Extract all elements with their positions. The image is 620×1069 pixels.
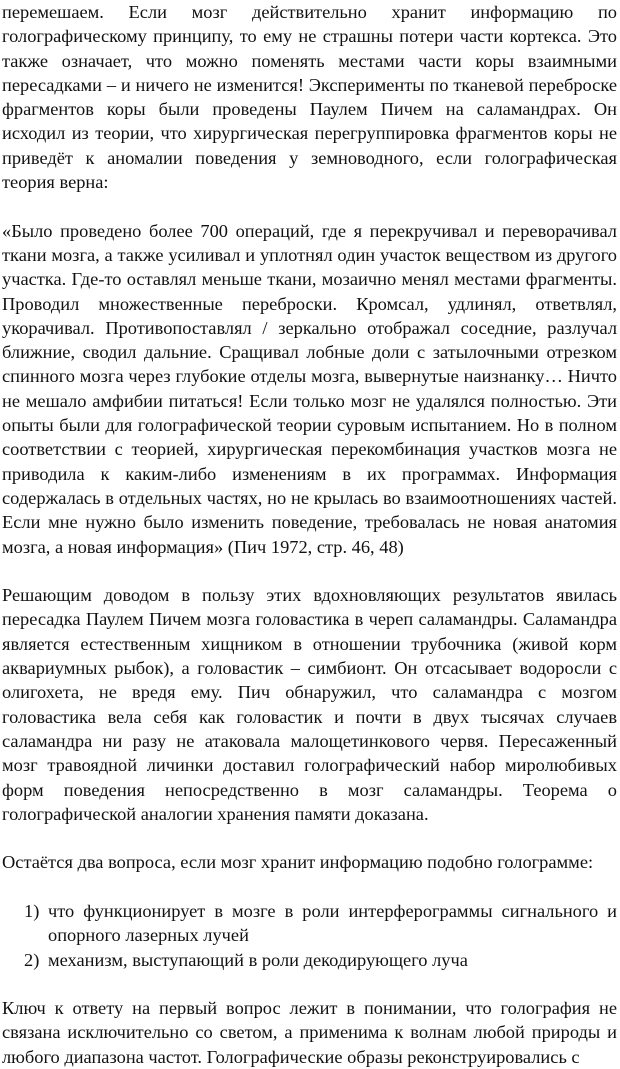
paragraph-spacer	[2, 826, 617, 850]
paragraph-spacer	[2, 972, 617, 996]
list-item-text: что функционирует в мозге в роли интерферограммы сигнального и опорного лазерных лучей	[48, 900, 617, 946]
questions-list	[2, 899, 617, 972]
paragraph-spacer	[2, 559, 617, 583]
paragraph-answer-key: Ключ к ответу на первый вопрос лежит в понимании, что голография не связана исключительно со светом, а применима к волнам любой природы и любого диапазона частот. Голографические образы реконструировались с	[2, 998, 617, 1067]
paragraph-hologram-principle: перемешаем. Если мозг действительно хранит информацию по голографическому принципу, то ему не страшны потери части кортекса. Это также означает, что можно поменять местами части коры взаимными пересадками – и ничего не изменится! Эксперименты по тканевой переброске фрагментов коры были проведены Паулем Пичем на саламандрах. Он исходил из теории, что хирургическая перегруппировка фрагментов коры не приведёт к аномалии поведения у земноводного, если голографическая теория верна:	[2, 2, 617, 193]
list-item-number: 2)	[24, 949, 40, 970]
list-item-text: механизм, выступающий в роли декодирующего луча	[48, 949, 468, 970]
list-item	[2, 948, 617, 972]
list-item-number: 1)	[24, 900, 40, 921]
quote-pietsch: «Было проведено более 700 операций, где я перекручивал и переворачивал ткани мозга, а также усиливал и уплотнял один участок веществом из другого участка. Где-то оставлял меньше ткани, мозаично менял местами фрагменты. Проводил множественные переброски. Кромсал, удлинял, ответвлял, укорачивал. Противопоставлял / зеркально отображал соседние, разлучал ближние, сводил дальние. Сращивал лобные доли с затылочными отрезком спинного мозга через глубокие отделы мозга, вывернутые наизнанку… Ничто не мешало амфибии питаться! Если только мозг не удалялся полностью. Эти опыты были для голографической теории суровым испытанием. Но в полном соответствии с теорией, хирургическая перекомбинация участков мозга не приводила к каким-либо изменениям в их программах. Информация содержалась в отдельных частях, но не крылась во взаимоотношениях частей. Если мне нужно было изменить поведение, требовалась не новая анатомия мозга, а новая информация» (Пич 1972, стр. 46, 48)	[2, 220, 617, 557]
list-item	[2, 899, 617, 948]
paragraph-spacer	[2, 875, 617, 899]
paragraph-two-questions: Остаётся два вопроса, если мозг хранит информацию подобно голограмме:	[2, 852, 594, 873]
paragraph-tadpole-transplant: Решающим доводом в пользу этих вдохновляющих результатов явилась пересадка Паулем Пичем мозга головастика в череп саламандры. Саламандра является естественным хищником в отношении трубочника (живой корм аквариумных рыбок), а головастик – симбионт. Он отсасывает водоросли с олигохета, не вредя ему. Пич обнаружил, что саламандра с мозгом головастика вела себя как головастик и почти в двух тысячах случаев саламандра ни разу не атаковала малощетинкового червя. Пересаженный мозг травоядной личинки доставил голографический набор миролюбивых форм поведения непосредственно в мозг саламандры. Теорема о голографической аналогии хранения памяти доказана.	[2, 585, 617, 824]
paragraph-spacer	[2, 194, 617, 218]
